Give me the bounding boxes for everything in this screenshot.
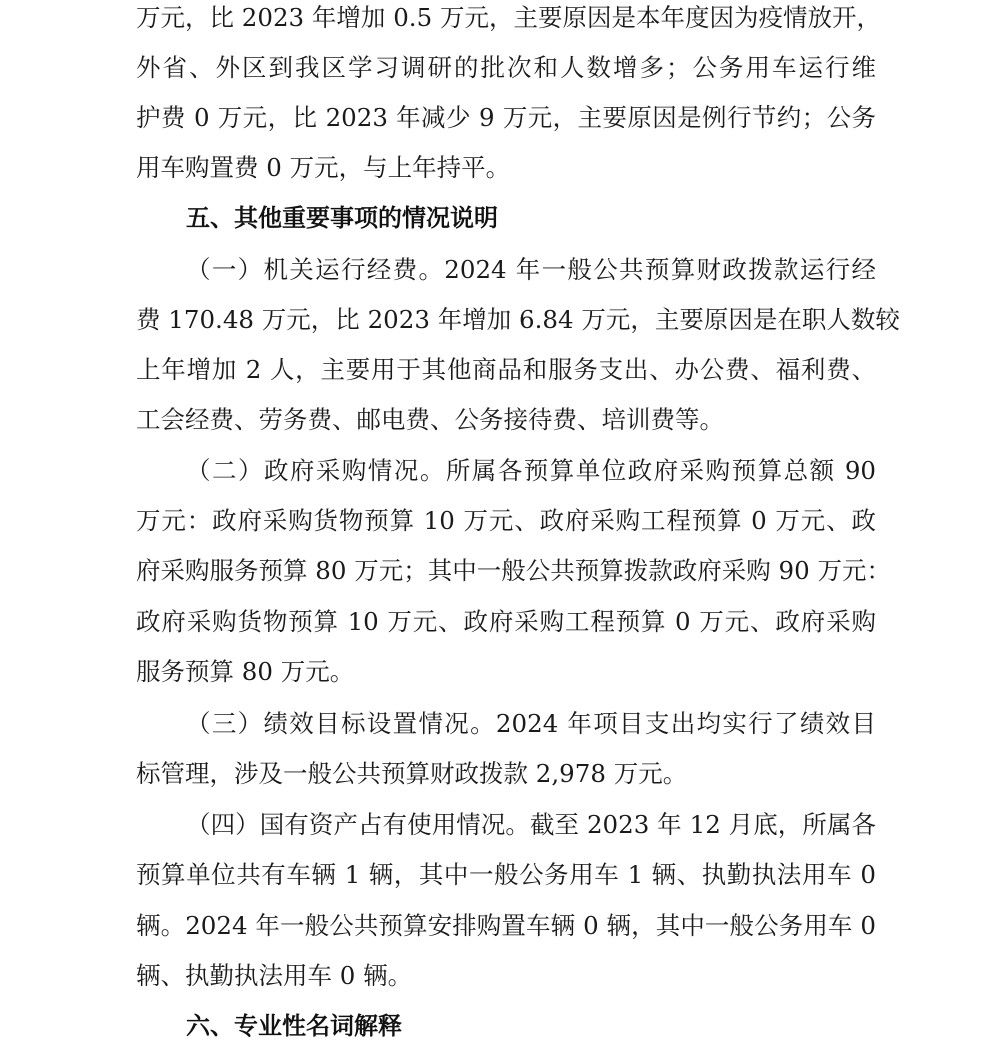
text-line: 辆、执勤执法用车 0 辆。 (136, 961, 413, 990)
section-heading: 五、其他重要事项的情况说明 (186, 204, 498, 232)
text-line: 上年增加 2 人，主要用于其他商品和服务支出、办公费、福利费、 (136, 355, 876, 384)
text-line: 万元：政府采购货物预算 10 万元、政府采购工程预算 0 万元、政 (136, 506, 876, 535)
paragraph-first-line: （二）政府采购情况。所属各预算单位政府采购预算总额 90 (186, 456, 876, 485)
text-line: 府采购服务预算 80 万元；其中一般公共预算拨款政府采购 90 万元： (136, 556, 891, 585)
section-heading: 六、专业性名词解释 (186, 1012, 402, 1040)
paragraph-first-line: （四）国有资产占有使用情况。截至 2023 年 12 月底，所属各 (186, 810, 876, 839)
text-line: 辆。2024 年一般公共预算安排购置车辆 0 辆，其中一般公务用车 0 (136, 911, 876, 940)
paragraph-first-line: （三）绩效目标设置情况。2024 年项目支出均实行了绩效目 (186, 709, 876, 738)
text-line: 标管理，涉及一般公共预算财政拨款 2,978 万元。 (136, 759, 688, 788)
text-line: 外省、外区到我区学习调研的批次和人数增多；公务用车运行维 (136, 53, 876, 82)
text-line: 万元，比 2023 年增加 0.5 万元，主要原因是本年度因为疫情放开， (136, 3, 881, 32)
text-line: 服务预算 80 万元。 (136, 657, 355, 686)
text-line: 用车购置费 0 万元，与上年持平。 (136, 153, 511, 182)
text-line: 预算单位共有车辆 1 辆，其中一般公务用车 1 辆、执勤执法用车 0 (136, 860, 876, 889)
text-line: 政府采购货物预算 10 万元、政府采购工程预算 0 万元、政府采购 (136, 607, 876, 636)
text-line: 费 170.48 万元，比 2023 年增加 6.84 万元，主要原因是在职人数较 (136, 305, 900, 334)
paragraph-first-line: （一）机关运行经费。2024 年一般公共预算财政拨款运行经 (186, 255, 876, 284)
text-line: 工会经费、劳务费、邮电费、公务接待费、培训费等。 (136, 405, 724, 434)
text-line: 护费 0 万元，比 2023 年减少 9 万元，主要原因是例行节约；公务 (136, 103, 876, 132)
